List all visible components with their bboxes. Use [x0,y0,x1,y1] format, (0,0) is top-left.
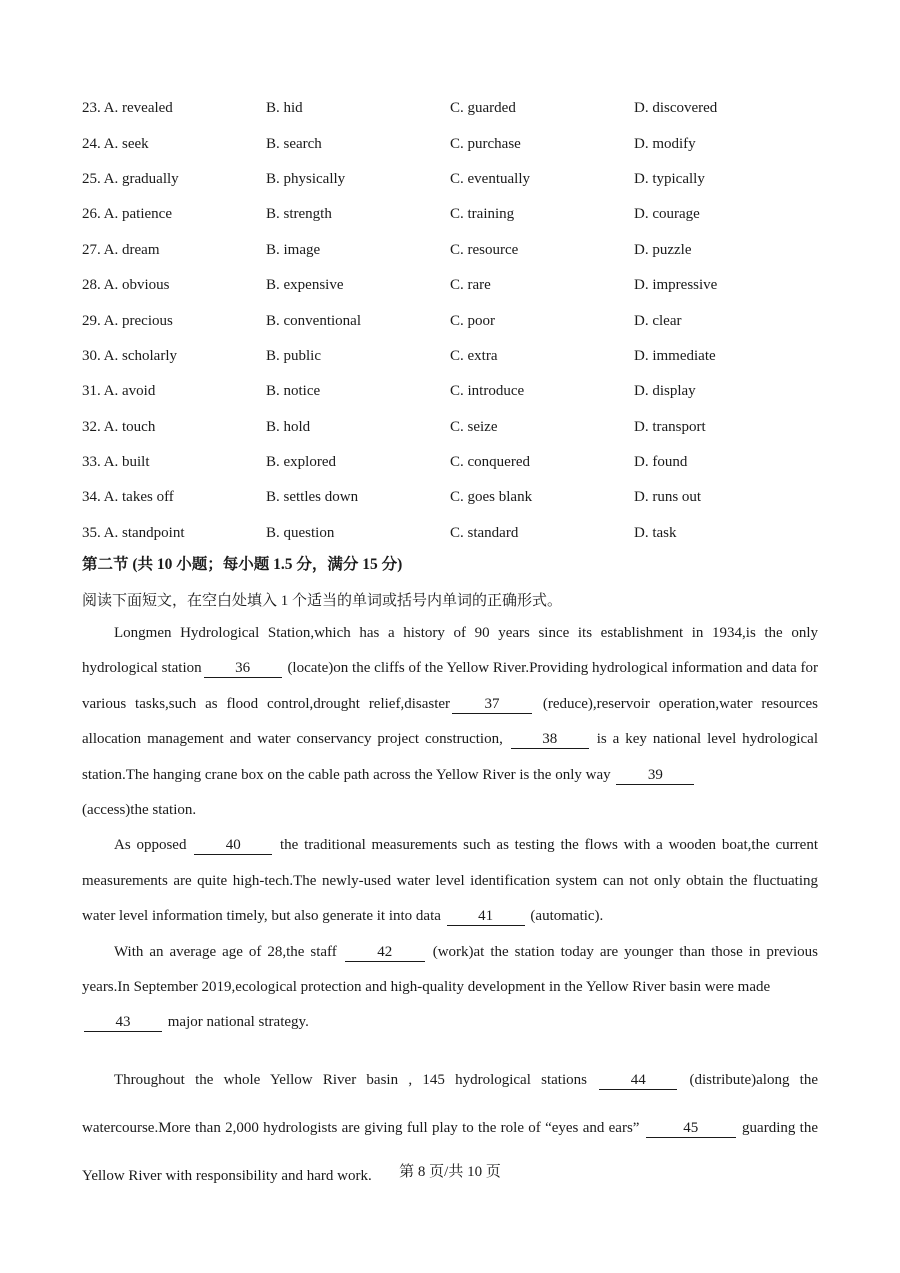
blank-41: 41 [447,907,525,926]
blank-43: 43 [84,1013,162,1032]
option-27-c: C. resource [450,241,519,258]
option-23-b: B. hid [266,100,303,117]
option-28-c: C. rare [450,277,491,294]
option-27-b: B. image [266,241,321,258]
option-31-b: B. notice [266,383,321,400]
p2-text-2: the traditional measurements such as testing the flows with a wooden boat,the current measurements are quite high-tech.The newly-used water level identification system can not only obtain the fluctuating water level information timely, but also generate it into data [82,837,818,925]
option-row-24 [82,126,822,161]
option-32-c: C. seize [450,418,498,435]
p2-text-3: (automatic). [530,908,604,925]
option-32-a: 32. A. touch [82,418,156,435]
option-32-b: B. hold [266,418,311,435]
option-34-b: B. settles down [266,489,359,506]
option-35-a: 35. A. standpoint [82,524,185,541]
blank-42: 42 [345,943,425,962]
option-row-29 [82,303,822,338]
option-row-33 [82,445,822,480]
paragraph-1 [82,616,818,828]
blank-37: 37 [452,695,532,714]
page-footer: 第 8 页/共 10 页 [399,1164,501,1180]
option-33-c: C. conquered [450,454,530,471]
p3-text-3: major national strategy. [167,1014,309,1031]
option-34-d: D. runs out [634,489,702,506]
blank-39: 39 [616,766,694,785]
option-25-d: D. typically [634,170,705,187]
option-28-a: 28. A. obvious [82,277,170,294]
option-row-25 [82,162,822,197]
option-33-d: D. found [634,454,688,471]
blank-38: 38 [511,730,589,749]
option-33-a: 33. A. built [82,454,150,471]
blank-36: 36 [204,659,282,678]
option-29-a: 29. A. precious [82,312,173,329]
option-list [82,91,822,551]
option-24-a: 24. A. seek [82,135,149,152]
section-title: 第二节 (共 10 小题；每小题 1.5 分，满分 15 分) [82,556,403,573]
p1-text-5: (access)the station. [82,802,197,819]
option-23-c: C. guarded [450,100,516,117]
option-25-c: C. eventually [450,170,530,187]
option-32-d: D. transport [634,418,706,435]
option-row-28 [82,268,822,303]
option-26-b: B. strength [266,206,332,223]
option-31-c: C. introduce [450,383,525,400]
p4-text-1: Throughout the whole Yellow River basin , 145 hydrological stations [114,1071,587,1088]
option-30-c: C. extra [450,347,498,364]
option-30-b: B. public [266,347,321,364]
paragraph-3 [82,935,818,1041]
p1-text-4: is a key national level hydrological station.The hanging crane box on the cable path across the Yellow River is the only way [82,731,818,783]
option-29-c: C. poor [450,312,495,329]
option-26-d: D. courage [634,206,700,223]
blank-40: 40 [194,836,272,855]
option-27-d: D. puzzle [634,241,692,258]
option-34-c: C. goes blank [450,489,533,506]
option-23-a: 23. A. revealed [82,100,173,117]
option-27-a: 27. A. dream [82,241,160,258]
option-28-b: B. expensive [266,277,344,294]
option-31-d: D. display [634,383,696,400]
option-31-a: 31. A. avoid [82,383,156,400]
p3-text-1: With an average age of 28,the staff [114,943,337,960]
p1-text-3: (reduce),reservoir operation,water resources allocation management and water conservancy project construction, [82,695,819,748]
option-25-a: 25. A. gradually [82,170,179,187]
option-35-d: D. task [634,524,677,541]
p3-text-2: (work)at the station today are younger than those in previous years.In September 2019,ecological protection and high-quality development in the Yellow River basin were made [82,943,818,996]
option-34-a: 34. A. takes off [82,489,174,506]
option-33-b: B. explored [266,454,336,471]
section-instruction: 阅读下面短文，在空白处填入 1 个适当的单词或括号内单词的正确形式。 [82,593,563,609]
p4-text-2: (distribute)along the watercourse.More than 2,000 hydrologists are giving full play to the role of “eyes and ears” [82,1071,819,1136]
option-28-d: D. impressive [634,277,718,294]
option-23-d: D. discovered [634,100,718,117]
option-30-a: 30. A. scholarly [82,347,177,364]
option-row-30 [82,339,822,374]
option-row-35 [82,516,822,551]
p4-text-3: guarding the Yellow River with responsibility and hard work. [82,1119,818,1184]
option-24-d: D. modify [634,135,696,152]
blank-44: 44 [599,1071,677,1090]
option-26-a: 26. A. patience [82,206,172,223]
p1-text-2: (locate)on the cliffs of the Yellow River.Providing hydrological information and data for various tasks,such as flood control,drought relief,disaster [82,660,819,712]
option-row-32 [82,410,822,445]
option-29-d: D. clear [634,312,682,329]
option-24-c: C. purchase [450,135,521,152]
option-25-b: B. physically [266,170,346,187]
cloze-passage [82,616,818,1200]
option-row-27 [82,233,822,268]
option-30-d: D. immediate [634,347,716,364]
option-row-34 [82,480,822,515]
p2-text-1: As opposed [114,837,187,854]
p1-text-1: Longmen Hydrological Station,which has a history of 90 years since its establishment in 1934,is the only hydrological station [82,625,818,677]
option-24-b: B. search [266,135,322,152]
option-row-31 [82,374,822,409]
option-row-26 [82,197,822,232]
blank-45: 45 [646,1119,736,1138]
option-35-c: C. standard [450,524,519,541]
option-35-b: B. question [266,524,335,541]
option-26-c: C. training [450,206,515,223]
option-29-b: B. conventional [266,312,361,329]
option-row-23 [82,91,822,126]
paragraph-2 [82,828,818,934]
